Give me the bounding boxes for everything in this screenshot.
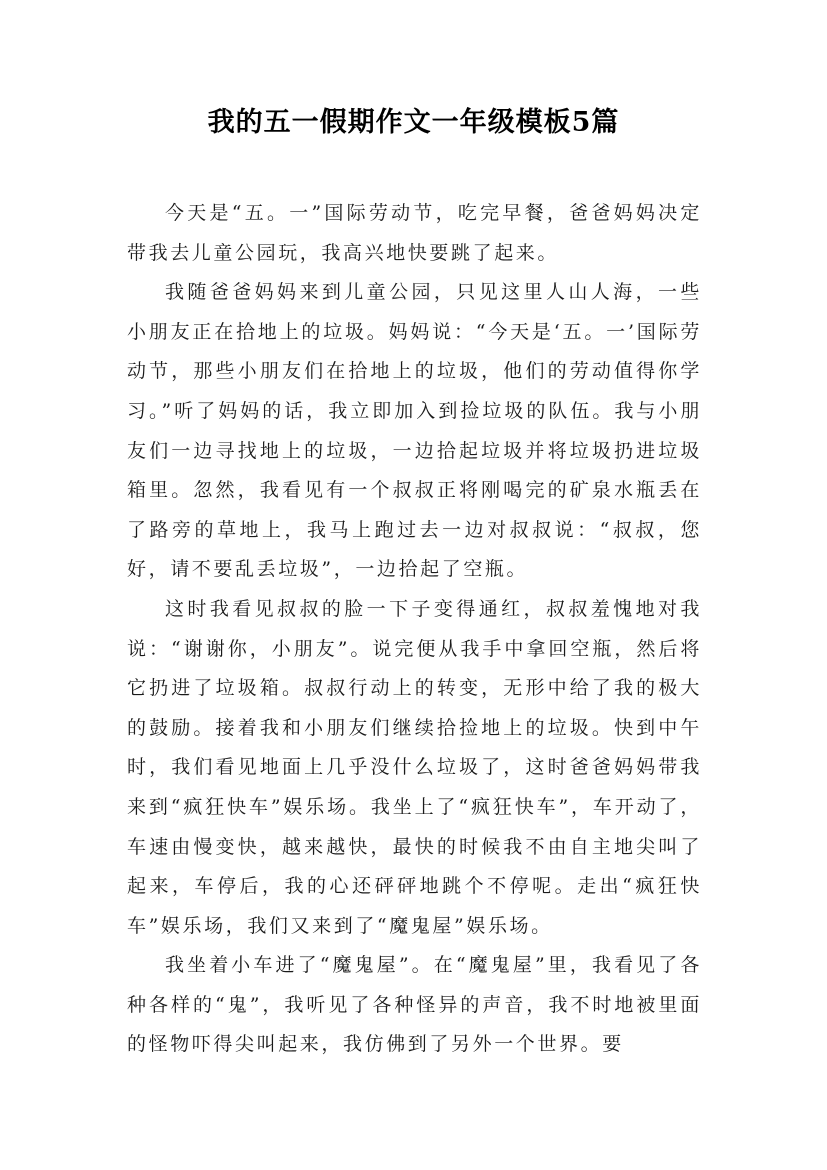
document-title: 我的五一假期作文一年级模板5篇 — [207, 107, 620, 138]
paragraph: 这时我看见叔叔的脸一下子变得通红，叔叔羞愧地对我说：“谢谢你，小朋友”。说完便从我手中拿回空瓶，然后将它扔进了垃圾箱。叔叔行动上的转变，无形中给了我的极大的鼓励。接着我和小朋友们继续拾捡地上的垃圾。快到中午时，我们看见地面上几乎没什么垃圾了，这时爸爸妈妈带我来到“疯狂快车”娱乐场。我坐上了“疯狂快车”，车开动了，车速由慢变快，越来越快，最快的时候我不由自主地尖叫了起来，车停后，我的心还砰砰地跳个不停呢。走出“疯狂快车”娱乐场，我们又来到了“魔鬼屋”娱乐场。 — [127, 597, 702, 937]
paragraph: 我坐着小车进了“魔鬼屋”。在“魔鬼屋”里，我看见了各种各样的“鬼”，我听见了各种怪异的声音，我不时地被里面的怪物吓得尖叫起来，我仿佛到了另外一个世界。要 — [127, 954, 702, 1056]
document-body — [127, 194, 702, 1065]
paragraph: 今天是“五。一”国际劳动节，吃完早餐，爸爸妈妈决定带我去儿童公园玩，我高兴地快要跳了起来。 — [127, 202, 702, 264]
paragraph: 我随爸爸妈妈来到儿童公园，只见这里人山人海，一些小朋友正在拾地上的垃圾。妈妈说：“今天是‘五。一’国际劳动节，那些小朋友们在拾地上的垃圾，他们的劳动值得你学习。”听了妈妈的话，我立即加入到捡垃圾的队伍。我与小朋友们一边寻找地上的垃圾，一边拾起垃圾并将垃圾扔进垃圾箱里。忽然，我看见有一个叔叔正将刚喝完的矿泉水瓶丢在了路旁的草地上，我马上跑过去一边对叔叔说：“叔叔，您好，请不要乱丢垃圾”，一边拾起了空瓶。 — [127, 281, 702, 581]
